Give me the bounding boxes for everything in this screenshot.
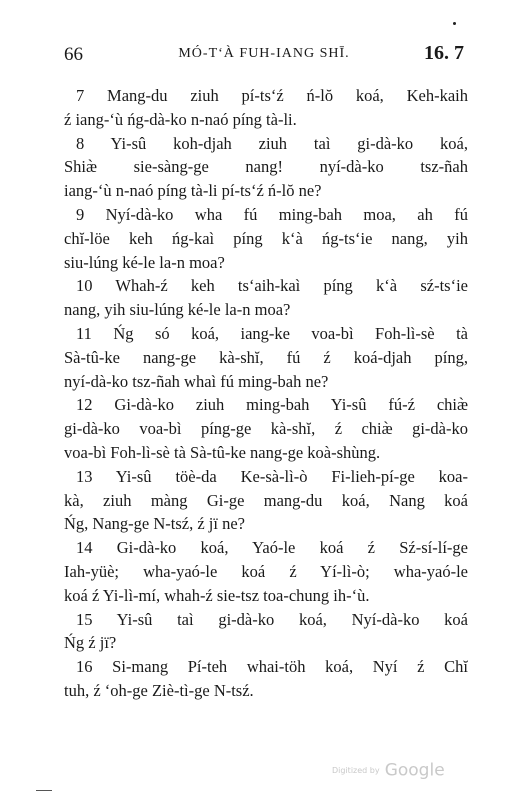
verse-paragraph: [64, 84, 468, 132]
verse-line: koá ź Yi-lì-mí, whah-ź sie-tsz toa-chung ih-‘ù.: [64, 585, 370, 605]
verse-line: Iah-yüè; wha-yaó-le koá ź Yí-lì-ò; wha-yaó-le: [64, 561, 468, 581]
verse-line: voa-bì Foh-lì-sè tà Sà-tû-ke nang-ge koà-shùng.: [64, 442, 381, 462]
verse-line: chĭ-löe keh ńg-kaì píng k‘à ńg-ts‘ie nang, yih: [64, 228, 468, 248]
verse-paragraph: [64, 608, 468, 656]
verse-paragraph: [64, 655, 468, 703]
chapter-verse-reference: 16. 7: [424, 42, 464, 64]
verse-line: 13 Yi-sû töè-da Ke-sà-lì-ò Fi-lieh-pí-ge koa-: [76, 466, 468, 486]
digitized-watermark: [332, 760, 445, 781]
verse-line: 10 Whah-ź keh ts‘aih-kaì píng k‘à sź-ts‘ie: [76, 276, 468, 296]
verse-line: ź iang-‘ù ńg-dà-ko n-naó píng tà-li.: [64, 109, 297, 129]
verse-line: tuh, ź ‘oh-ge Ziè-tì-ge N-tsź.: [64, 680, 254, 700]
verse-line: 15 Yi-sû taì gi-dà-ko koá, Nyí-dà-ko koá: [76, 609, 468, 629]
verse-paragraph: [64, 274, 468, 322]
verse-line: 7 Mang-du ziuh pí-ts‘ź ń-lŏ koá, Keh-kaih: [76, 86, 468, 105]
verse-line: 11 Ńg só koá, iang-ke voa-bì Foh-lì-sè tà: [76, 323, 468, 343]
verse-line: Ńg ź jï?: [64, 633, 117, 653]
verse-text-block: [64, 84, 468, 703]
verse-paragraph: [64, 536, 468, 607]
verse-line: siu-lúng ké-le la-n moa?: [64, 252, 225, 272]
verse-line: 16 Si-mang Pí-teh whai-töh koá, Nyí ź Chĭ: [76, 657, 468, 677]
verse-line: gi-dà-ko voa-bì píng-ge kà-shĭ, ź chiæ̀ gi-dà-ko: [64, 419, 468, 439]
verse-paragraph: [64, 465, 468, 536]
verse-line: 12 Gi-dà-ko ziuh ming-bah Yi-sû fú-ź chiæ̀: [76, 395, 468, 415]
verse-line: iang-‘ù n-naó píng tà-li pí-ts‘ź ń-lŏ ne?: [64, 181, 322, 201]
page-header: [64, 44, 464, 70]
verse-paragraph: [64, 393, 468, 464]
footer-rule: [36, 790, 52, 791]
verse-line: kà, ziuh màng Gi-ge mang-du koá, Nang koá: [64, 490, 468, 510]
watermark-brand: Google: [384, 760, 445, 781]
verse-line: 8 Yi-sû koh-djah ziuh taì gi-dà-ko koá,: [76, 133, 468, 153]
verse-line: Sà-tû-ke nang-ge kà-shĭ, fú ź koá-djah píng,: [64, 347, 468, 367]
page-number: 66: [64, 44, 83, 65]
print-speck: [453, 22, 456, 25]
verse-line: 9 Nyí-dà-ko wha fú ming-bah moa, ah fú: [76, 204, 468, 224]
running-title: MÓ-T‘À FUH-IANG SHĪ.: [178, 46, 350, 61]
verse-paragraph: [64, 132, 468, 203]
verse-line: Ńg, Nang-ge N-tsź, ź jï ne?: [64, 514, 245, 534]
watermark-prefix: Digitized by: [332, 766, 380, 775]
verse-line: nang, yih siu-lúng ké-le la-n moa?: [64, 300, 291, 320]
verse-line: nyí-dà-ko tsz-ñah whaì fú ming-bah ne?: [64, 371, 329, 391]
verse-paragraph: [64, 203, 468, 274]
verse-paragraph: [64, 322, 468, 393]
verse-line: 14 Gi-dà-ko koá, Yaó-le koá ź Sź-sí-lí-ge: [76, 538, 468, 558]
verse-line: Shiæ̀ sie-sàng-ge nang! nyí-dà-ko tsz-ñah: [64, 157, 468, 177]
